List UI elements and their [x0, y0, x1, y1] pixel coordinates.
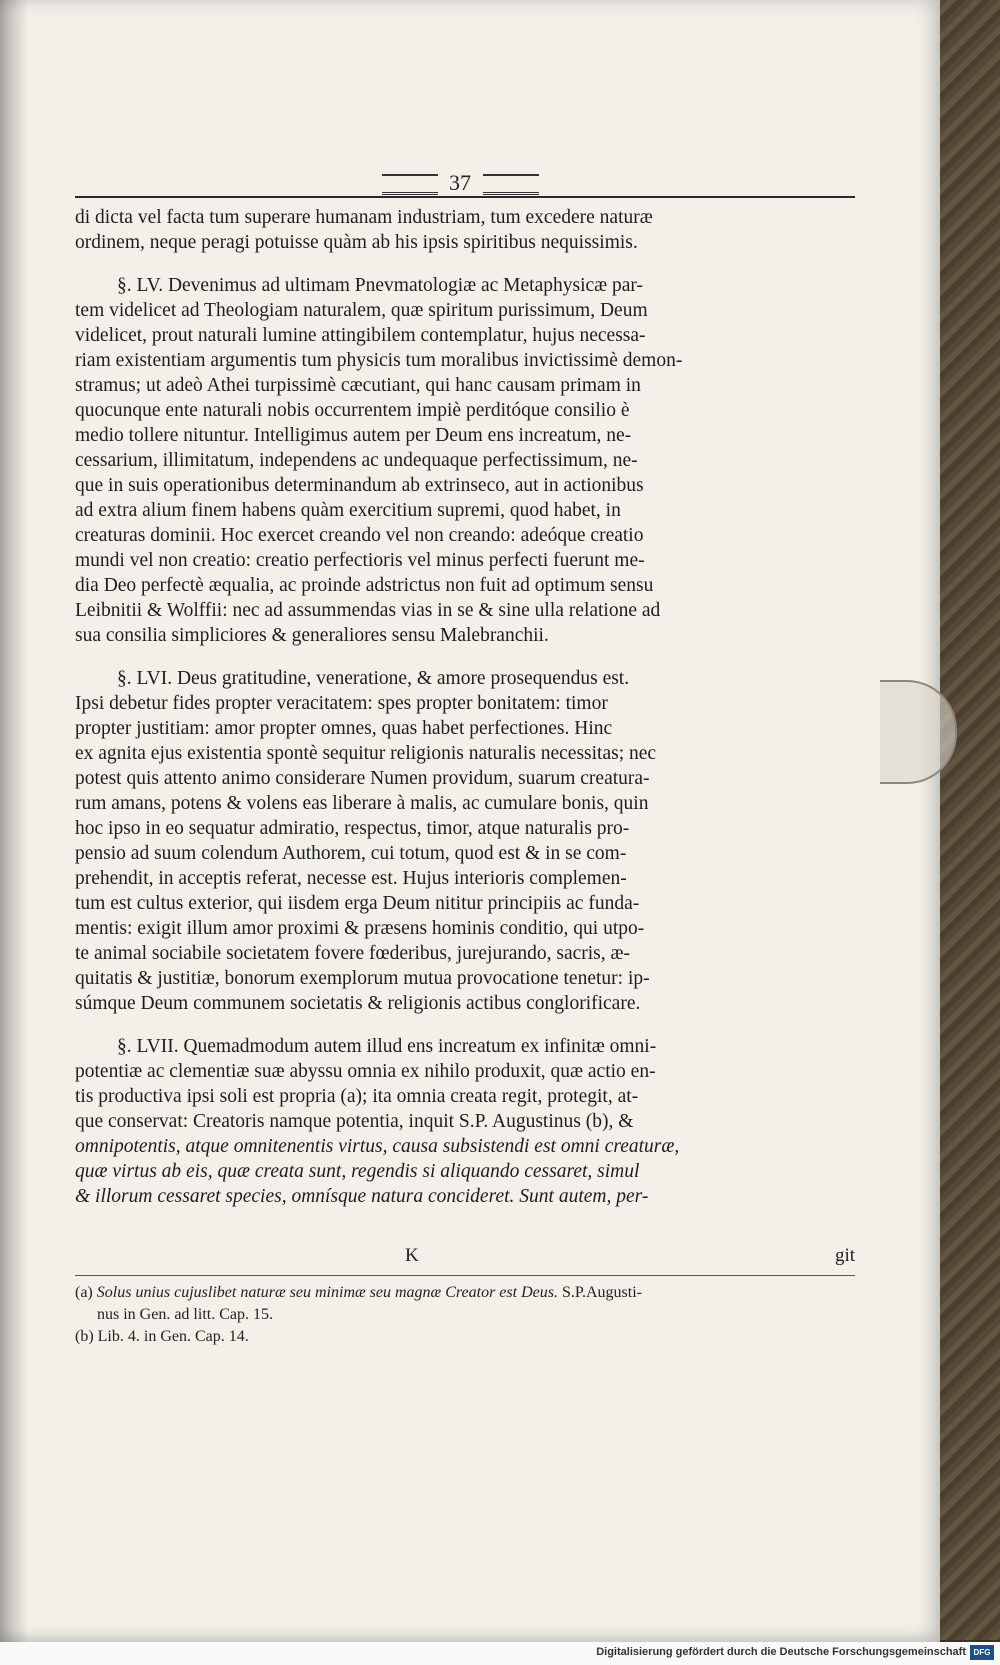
footnote-quote: Solus unius cujuslibet naturæ seu minimæ seu magnæ Creator est Deus. — [96, 1284, 558, 1301]
text-line: quæ virtus ab eis, quæ creata sunt, regendis si aliquando cessaret, simul — [75, 1161, 640, 1182]
text-line: quitatis & justitiæ, bonorum exemplorum mutua provocatione tenetur: ip- — [75, 968, 650, 989]
text-line: stramus; ut adeò Athei turpissimè cæcutiant, qui hanc causam primam in — [75, 375, 641, 396]
text-line: súmque Deum communem societatis & religionis actibus conglorificare. — [75, 993, 641, 1014]
header-rule — [75, 196, 855, 198]
footnote-a — [75, 1282, 855, 1304]
signature-mark: K — [405, 1245, 419, 1266]
text-line: pensio ad suum colendum Authorem, cui totum, quod est & in se com- — [75, 843, 627, 864]
text-line: ex agnita ejus existentia spontè sequitur religionis naturalis necessitas; nec — [75, 743, 657, 764]
text-line: cessarium, illimitatum, independens ac undequaque perfectissimum, ne- — [75, 450, 638, 471]
text-line: ad extra alium finem habens quàm exercitium supremi, quod habet, in — [75, 500, 621, 521]
digitization-credit: Digitalisierung gefördert durch die Deutsche Forschungsgemeinschaft — [596, 1646, 966, 1658]
text-line: hoc ipso in eo sequatur admiratio, respectus, timor, atque naturalis pro- — [75, 818, 630, 839]
spine-shadow — [0, 0, 28, 1642]
footnote-b — [75, 1326, 855, 1348]
section-heading-line: §. LVI. Deus gratitudine, veneratione, & amore prosequendus est. — [117, 668, 630, 689]
catchword: git — [834, 1245, 855, 1266]
text-line: creaturas dominii. Hoc exercet creando vel non creando: adeóque creatio — [75, 525, 644, 546]
footnote-rule — [75, 1275, 855, 1276]
text-line: Ipsi debetur fides propter veracitatem: spes propter bonitatem: timor — [75, 693, 608, 714]
paragraph-section-55 — [75, 273, 855, 648]
section-heading-line: §. LV. Devenimus ad ultimam Pnevmatologiæ ac Metaphysicæ par- — [117, 275, 644, 296]
text-line: que conservat: Creatoris namque potentia, inquit S.P. Augustinus (b), & — [75, 1111, 634, 1132]
text-line: omnipotentis, atque omnitenentis virtus, causa subsistendi est omni creaturæ, — [75, 1136, 680, 1157]
main-text — [75, 205, 855, 1209]
text-line: videlicet, prout naturali lumine attingibilem contemplatur, hujus necessa- — [75, 325, 646, 346]
footnote-source: Lib. 4. in Gen. Cap. 14. — [97, 1328, 249, 1345]
text-line: potest quis attento animo considerare Numen providum, suarum creatura- — [75, 768, 650, 789]
footnote-a-continued — [75, 1304, 855, 1326]
header-ornament-left — [382, 174, 438, 195]
header-ornament-right — [483, 174, 539, 195]
text-line: tem videlicet ad Theologiam naturalem, quæ spiritum purissimum, Deum — [75, 300, 648, 321]
text-line: que in suis operationibus determinandum ab extrinseco, aut in actionibus — [75, 475, 644, 496]
text-line: riam existentiam argumentis tum physicis tum moralibus invictissimè demon- — [75, 350, 683, 371]
text-line: & illorum cessaret species, omnísque natura concideret. Sunt autem, per- — [75, 1186, 649, 1207]
text-line: sua consilia simpliciores & generaliores sensu Malebranchii. — [75, 625, 549, 646]
text-line: te animal sociabile societatem fovere fœderibus, jurejurando, sacris, æ- — [75, 943, 631, 964]
text-line: tum est cultus exterior, qui iisdem erga Deum nititur principiis ac funda- — [75, 893, 640, 914]
text-line: dia Deo perfectè æqualia, ac proinde adstrictus non fuit ad optimum sensu — [75, 575, 654, 596]
footnotes — [75, 1282, 855, 1348]
text-line: ordinem, neque peragi potuisse quàm ab his ipsis spiritibus nequissimis. — [75, 232, 638, 253]
paragraph-section-56 — [75, 666, 855, 1016]
page-footer-line — [75, 1245, 855, 1269]
text-line: tis productiva ipsi soli est propria (a); ita omnia creata regit, protegit, at- — [75, 1086, 639, 1107]
dfg-logo-icon: DFG — [970, 1645, 994, 1660]
footnote-source: S.P.Augusti- — [557, 1284, 642, 1301]
book-edge — [940, 0, 1000, 1640]
page-header — [300, 170, 620, 198]
section-heading-line: §. LVII. Quemadmodum autem illud ens increatum ex infinitæ omni- — [117, 1036, 657, 1057]
footnote-mark: (a) — [75, 1284, 93, 1301]
paragraph-intro — [75, 205, 855, 255]
footnote-mark: (b) — [75, 1328, 94, 1345]
text-line: medio tollere nituntur. Intelligimus autem per Deum ens increatum, ne- — [75, 425, 632, 446]
text-line: quocunque ente naturali nobis occurrentem impiè perditóque consilio è — [75, 400, 630, 421]
page-number: 37 — [449, 170, 471, 195]
text-line: mentis: exigit illum amor proximi & præsens hominis conditio, qui utpo- — [75, 918, 645, 939]
text-line: propter justitiam: amor propter omnes, quas habet perfectiones. Hinc — [75, 718, 613, 739]
text-line: prehendit, in acceptis referat, necesse est. Hujus interioris complemen- — [75, 868, 627, 889]
text-line: mundi vel non creatio: creatio perfectioris vel minus perfecti fuerunt me- — [75, 550, 645, 571]
footnote-source: nus in Gen. ad litt. Cap. 15. — [97, 1306, 273, 1323]
text-line: Leibnitii & Wolffii: nec ad assummendas vias in se & sine ulla relatione ad — [75, 600, 661, 621]
paragraph-section-57 — [75, 1034, 855, 1209]
text-line: potentiæ ac clementiæ suæ abyssu omnia ex nihilo produxit, quæ actio en- — [75, 1061, 656, 1082]
text-line: di dicta vel facta tum superare humanam industriam, tum excedere naturæ — [75, 207, 653, 228]
text-line: rum amans, potens & volens eas liberare à malis, ac cumulare bonis, quin — [75, 793, 649, 814]
